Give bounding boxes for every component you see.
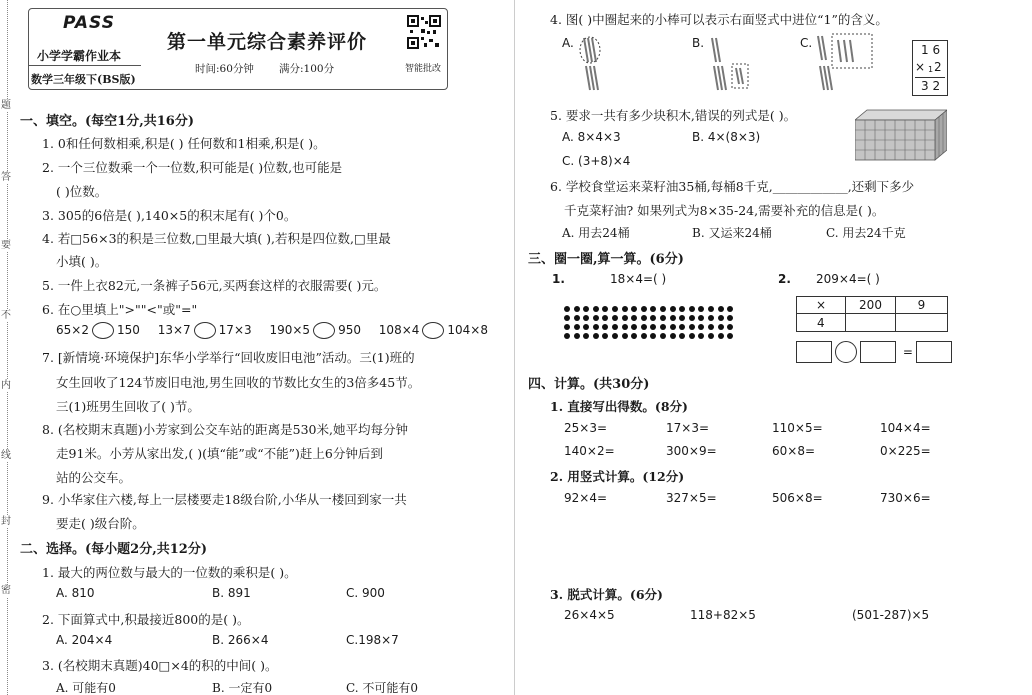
dot bbox=[708, 333, 714, 339]
s4-calc: 300×9= bbox=[666, 444, 717, 458]
s4-calc: 17×3= bbox=[666, 421, 710, 435]
dot bbox=[583, 333, 589, 339]
dot bbox=[679, 306, 685, 312]
dot bbox=[679, 315, 685, 321]
s4-calc: 25×3= bbox=[564, 421, 608, 435]
building-blocks-image bbox=[855, 108, 947, 162]
dot bbox=[631, 315, 637, 321]
compare-left: 13×7 bbox=[157, 323, 191, 337]
dot bbox=[612, 315, 618, 321]
s1-q8-line3: 站的公交车。 bbox=[56, 470, 132, 485]
dot bbox=[622, 324, 628, 330]
compare-left: 190×5 bbox=[269, 323, 311, 337]
dot bbox=[727, 324, 733, 330]
s3-p2-number: 2. bbox=[778, 272, 791, 286]
table-cell: 9 bbox=[896, 296, 948, 314]
section2-heading: 二、选择。(每小题2分,共12分) bbox=[20, 542, 207, 557]
dot bbox=[602, 306, 608, 312]
s4-calc: 730×6= bbox=[880, 491, 931, 505]
s2-q1: 1. 最大的两位数与最大的一位数的乘积是( )。 bbox=[42, 565, 297, 580]
s2-q4-opt-b: B. bbox=[692, 36, 705, 50]
dot bbox=[650, 306, 656, 312]
dot bbox=[718, 324, 724, 330]
s1-q4-line2: 小填( )。 bbox=[56, 254, 108, 269]
table-cell: 200 bbox=[846, 296, 896, 314]
dot bbox=[612, 333, 618, 339]
section1-heading: 一、填空。(每空1分,共16分) bbox=[20, 114, 194, 129]
s4-calc: 26×4×5 bbox=[564, 608, 615, 622]
compare-circle[interactable] bbox=[313, 322, 335, 339]
dot bbox=[593, 333, 599, 339]
sticks-bundle-icon bbox=[706, 34, 766, 94]
s1-q9-line1: 9. 小华家住六楼,每上一层楼要走18级台阶,小华从一楼回到家一共 bbox=[42, 492, 407, 507]
s2-q2-opt-b: B. 266×4 bbox=[212, 633, 269, 647]
s4-calc: 506×8= bbox=[772, 491, 823, 505]
s1-q4-line1: 4. 若□56×3的积是三位数,□里最大填( ),若积是四位数,□里最 bbox=[42, 231, 391, 246]
s1-q3: 3. 305的6倍是( ),140×5的积末尾有( )个0。 bbox=[42, 208, 297, 223]
s2-q3-opt-a: A. 可能有0 bbox=[56, 681, 116, 695]
s4-calc: 118+82×5 bbox=[690, 608, 756, 622]
dot bbox=[650, 315, 656, 321]
dot bbox=[593, 315, 599, 321]
answer-box[interactable] bbox=[860, 341, 896, 363]
dot bbox=[612, 324, 618, 330]
s1-q5: 5. 一件上衣82元,一条裤子56元,买两套这样的衣服需要( )元。 bbox=[42, 278, 387, 293]
dot bbox=[670, 324, 676, 330]
s1-q8-line2: 走91米。小芳从家出发,( )(填“能”或“不能”)赶上6分钟后到 bbox=[56, 446, 383, 461]
dot bbox=[631, 306, 637, 312]
header-divider bbox=[29, 65, 141, 66]
dot bbox=[670, 306, 676, 312]
s3-p1-expr: 18×4=( ) bbox=[610, 272, 667, 286]
s4-p3: 3. 脱式计算。(6分) bbox=[550, 587, 663, 602]
dot bbox=[698, 333, 704, 339]
answer-box[interactable] bbox=[916, 341, 952, 363]
dot bbox=[708, 315, 714, 321]
s2-q6-line2: 千克菜籽油? 如果列式为8×35-24,需要补充的信息是( )。 bbox=[564, 203, 885, 218]
s3-fill-equation bbox=[796, 341, 952, 363]
dot bbox=[650, 324, 656, 330]
dot bbox=[574, 324, 580, 330]
compare-right: 150 bbox=[116, 323, 140, 337]
s1-q1: 1. 0和任何数相乘,积是( ) 任何数和1相乘,积是( )。 bbox=[42, 136, 326, 151]
dot-array bbox=[564, 306, 740, 340]
dot bbox=[660, 306, 666, 312]
s3-p2-expr: 209×4=( ) bbox=[816, 272, 880, 286]
s4-p2: 2. 用竖式计算。(12分) bbox=[550, 469, 685, 484]
dot bbox=[698, 324, 704, 330]
margin-char: 密 bbox=[1, 585, 11, 596]
sticks-bundle-icon bbox=[578, 34, 628, 94]
dot bbox=[574, 315, 580, 321]
compare-circle[interactable] bbox=[92, 322, 114, 339]
dot bbox=[622, 306, 628, 312]
s2-q2: 2. 下面算式中,积最接近800的是( )。 bbox=[42, 612, 250, 627]
table-cell[interactable] bbox=[846, 314, 896, 332]
dot bbox=[641, 333, 647, 339]
table-cell[interactable] bbox=[896, 314, 948, 332]
s2-q4: 4. 图( )中圈起来的小棒可以表示右面竖式中进位“1”的含义。 bbox=[550, 12, 888, 27]
table-cell: 4 bbox=[796, 314, 846, 332]
dot bbox=[574, 333, 580, 339]
s3-p1-number: 1. bbox=[552, 272, 565, 286]
s1-q2-line2: ( )位数。 bbox=[56, 184, 108, 199]
s2-q4-opt-c: C. bbox=[800, 36, 813, 50]
compare-left: 65×2 bbox=[56, 323, 89, 337]
s4-calc: 140×2= bbox=[564, 444, 615, 458]
s1-q9-line2: 要走( )级台阶。 bbox=[56, 516, 145, 531]
dot bbox=[679, 333, 685, 339]
series-name: 小学学霸作业本 bbox=[37, 49, 122, 63]
dot bbox=[660, 333, 666, 339]
s2-q3-opt-b: B. 一定有0 bbox=[212, 681, 273, 695]
s4-calc: 0×225= bbox=[880, 444, 931, 458]
s2-q6-opt-b: B. 又运来24桶 bbox=[692, 226, 772, 240]
dot bbox=[622, 333, 628, 339]
dot bbox=[641, 315, 647, 321]
s2-q2-opt-a: A. 204×4 bbox=[56, 633, 113, 647]
operator-circle[interactable] bbox=[835, 341, 857, 363]
vert-top: 1 6 bbox=[921, 43, 941, 57]
dot bbox=[602, 333, 608, 339]
header-box bbox=[28, 8, 448, 90]
dot bbox=[708, 306, 714, 312]
s1-q8-line1: 8. (名校期末真题)小芳家到公交车站的距离是530米,她平均每分钟 bbox=[42, 422, 408, 437]
s2-q5-opt-c: C. (3+8)×4 bbox=[562, 154, 631, 168]
table-cell: × bbox=[796, 296, 846, 314]
s2-q5-opt-a: A. 8×4×3 bbox=[562, 130, 621, 144]
compare-circle[interactable] bbox=[194, 322, 216, 339]
s4-p1: 1. 直接写出得数。(8分) bbox=[550, 399, 688, 414]
margin-char: 要 bbox=[1, 240, 11, 251]
dot bbox=[718, 333, 724, 339]
compare-circle[interactable] bbox=[422, 322, 444, 339]
dot bbox=[698, 306, 704, 312]
dot bbox=[631, 324, 637, 330]
s2-q3: 3. (名校期末真题)40□×4的积的中间( )。 bbox=[42, 658, 278, 673]
dot bbox=[727, 333, 733, 339]
s4-calc: 327×5= bbox=[666, 491, 717, 505]
s2-q4-opt-a: A. bbox=[562, 36, 574, 50]
sticks-bundle-icon bbox=[812, 30, 878, 94]
margin-char: 题 bbox=[1, 100, 11, 111]
compare-right: 17×3 bbox=[218, 323, 252, 337]
page-title: 第一单元综合素养评价 bbox=[167, 31, 368, 53]
s4-calc: 92×4= bbox=[564, 491, 608, 505]
s2-q2-opt-c: C.198×7 bbox=[346, 633, 399, 647]
vert-line bbox=[915, 77, 945, 78]
dot bbox=[593, 324, 599, 330]
dot bbox=[679, 324, 685, 330]
dot bbox=[641, 306, 647, 312]
dot bbox=[698, 315, 704, 321]
dot bbox=[689, 306, 695, 312]
dot bbox=[631, 333, 637, 339]
s1-q2-line1: 2. 一个三位数乘一个一位数,积可能是( )位数,也可能是 bbox=[42, 160, 343, 175]
dot bbox=[708, 324, 714, 330]
qr-caption: 智能批改 bbox=[405, 64, 442, 74]
section4-heading: 四、计算。(共30分) bbox=[528, 377, 650, 392]
margin-char: 线 bbox=[1, 450, 11, 461]
s2-q6-line1: 6. 学校食堂运来菜籽油35桶,每桶8千克,____________,还剩下多少 bbox=[550, 179, 915, 194]
compare-right: 104×8 bbox=[447, 323, 488, 337]
s2-q1-opt-c: C. 900 bbox=[346, 586, 385, 600]
dot bbox=[727, 306, 733, 312]
dot bbox=[670, 333, 676, 339]
margin-char: 封 bbox=[1, 516, 11, 527]
dot bbox=[670, 315, 676, 321]
dot bbox=[650, 333, 656, 339]
vert-multiplier: 2 bbox=[934, 60, 942, 74]
dot bbox=[727, 315, 733, 321]
margin-char: 内 bbox=[1, 380, 11, 391]
dot bbox=[583, 315, 589, 321]
dot bbox=[564, 333, 570, 339]
s2-q6-opt-a: A. 用去24桶 bbox=[562, 226, 630, 240]
vert-times: × bbox=[915, 60, 926, 74]
dot bbox=[593, 306, 599, 312]
dot bbox=[602, 315, 608, 321]
column-divider bbox=[514, 0, 515, 695]
dot bbox=[564, 315, 570, 321]
dot bbox=[583, 306, 589, 312]
dot bbox=[718, 315, 724, 321]
margin-char: 不 bbox=[1, 310, 11, 321]
compare-left: 108×4 bbox=[378, 323, 420, 337]
s2-q1-opt-b: B. 891 bbox=[212, 586, 251, 600]
vertical-multiplication bbox=[912, 40, 948, 96]
dot bbox=[689, 324, 695, 330]
s1-q7-line1: 7. [新情境·环境保护]东华小学举行“回收废旧电池”活动。三(1)班的 bbox=[42, 350, 415, 365]
dot bbox=[622, 315, 628, 321]
dot bbox=[602, 324, 608, 330]
time-limit: 时间:60分钟 bbox=[195, 63, 254, 75]
dot bbox=[689, 315, 695, 321]
s1-q6: 6. 在○里填上">""<"或"=" bbox=[42, 302, 198, 317]
s2-q5-opt-b: B. 4×(8×3) bbox=[692, 130, 761, 144]
s3-table bbox=[796, 296, 948, 332]
grade-label: 数学三年级下(BS版) bbox=[31, 73, 136, 86]
vert-carry: 1 bbox=[928, 65, 934, 74]
dot bbox=[641, 324, 647, 330]
answer-box[interactable] bbox=[796, 341, 832, 363]
dot bbox=[564, 324, 570, 330]
dot bbox=[660, 324, 666, 330]
dot bbox=[564, 306, 570, 312]
s1-q7-line2: 女生回收了124节废旧电池,男生回收的节数比女生的3倍多45节。 bbox=[56, 375, 421, 390]
compare-right: 950 bbox=[338, 323, 361, 337]
s2-q3-opt-c: C. 不可能有0 bbox=[346, 681, 419, 695]
s1-q7-line3: 三(1)班男生回收了( )节。 bbox=[56, 399, 200, 414]
s4-calc: 60×8= bbox=[772, 444, 816, 458]
section3-heading: 三、圈一圈,算一算。(6分) bbox=[528, 252, 684, 267]
full-score: 满分:100分 bbox=[279, 63, 335, 75]
s4-calc: 104×4= bbox=[880, 421, 931, 435]
s1-q6-compare-row bbox=[56, 322, 488, 339]
qr-code-icon bbox=[407, 15, 441, 49]
s2-q5: 5. 要求一共有多少块积木,错误的列式是( )。 bbox=[550, 108, 797, 123]
s2-q1-opt-a: A. 810 bbox=[56, 586, 95, 600]
dot bbox=[574, 306, 580, 312]
s2-q6-opt-c: C. 用去24千克 bbox=[826, 226, 906, 240]
dot bbox=[583, 324, 589, 330]
vert-result: 3 2 bbox=[921, 79, 941, 93]
margin-char: 答 bbox=[1, 172, 11, 183]
equals-sign: = bbox=[902, 344, 913, 359]
binding-margin bbox=[0, 0, 14, 695]
dot bbox=[612, 306, 618, 312]
brand-logo: PASS bbox=[63, 13, 115, 33]
dot bbox=[689, 333, 695, 339]
s4-calc: (501-287)×5 bbox=[852, 608, 930, 622]
dot bbox=[718, 306, 724, 312]
s4-calc: 110×5= bbox=[772, 421, 823, 435]
dot bbox=[660, 315, 666, 321]
